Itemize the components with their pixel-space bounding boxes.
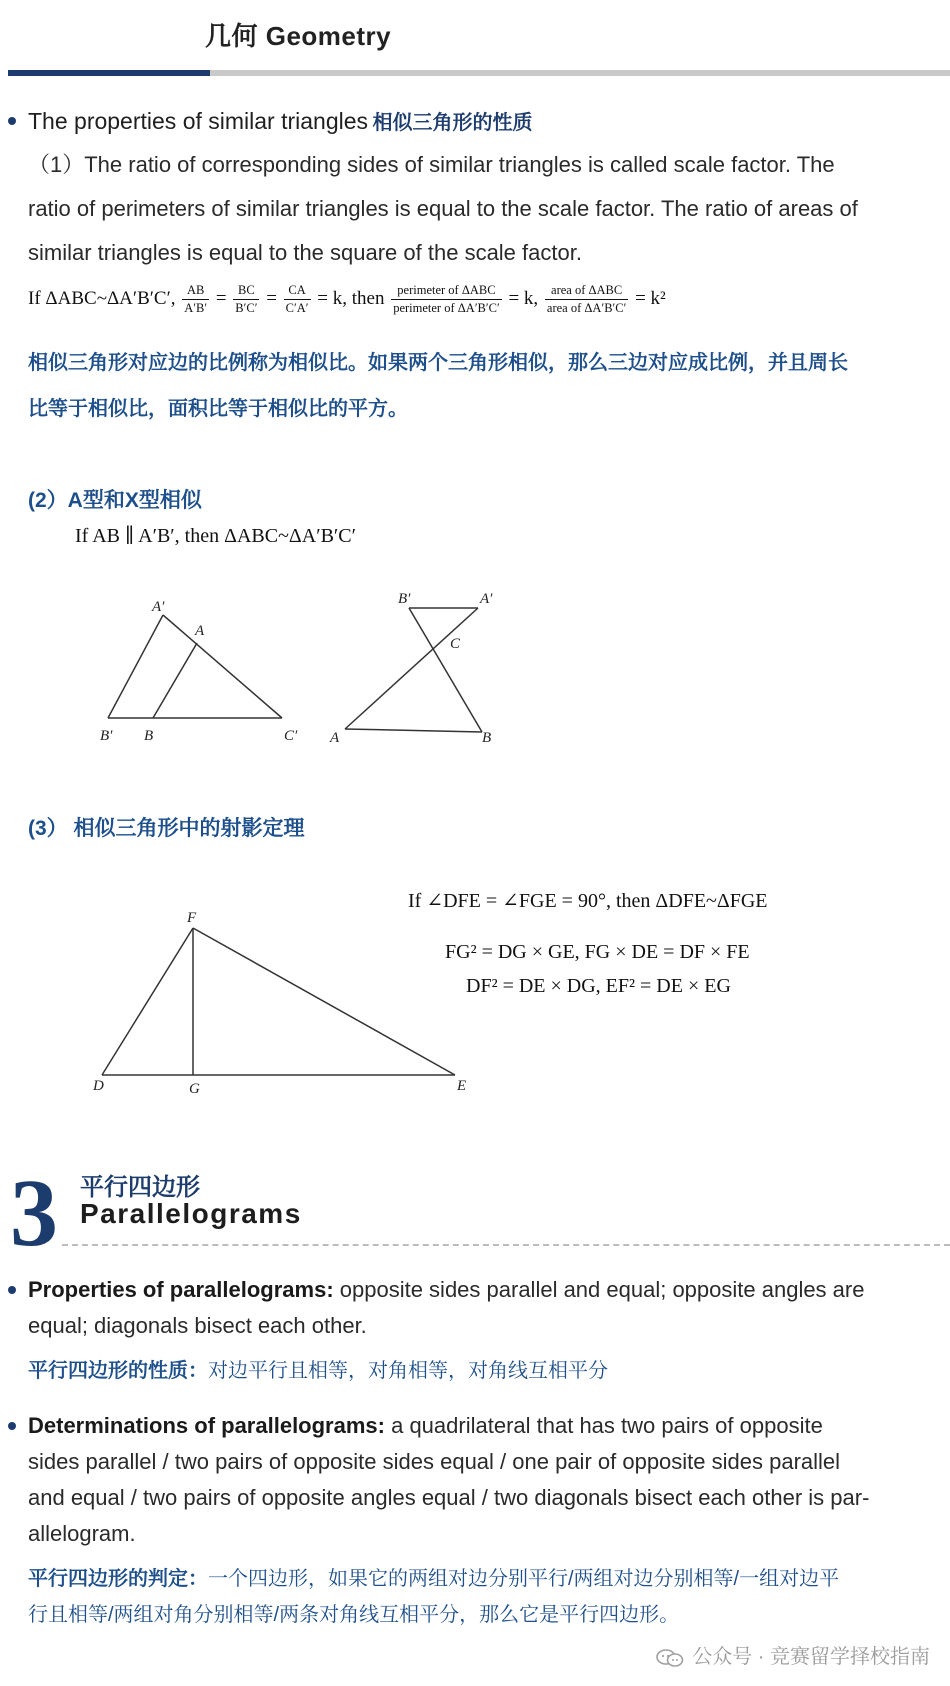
- watermark-text: 公众号 · 竞赛留学择校指南: [692, 1646, 930, 1668]
- paragraph-line: and equal / two pairs of opposite angles equal / two diagonals bisect each other is par-: [28, 1485, 870, 1510]
- label-g: G: [189, 1081, 200, 1097]
- ratio-formula: [28, 283, 666, 316]
- paragraph-line: （1）The ratio of corresponding sides of similar triangles is called scale factor. The: [28, 152, 835, 177]
- figure-right-triangle: [85, 900, 480, 1100]
- fig-x-side-a-b: [345, 729, 482, 732]
- properties-cn-text: 对边平行且相等，对角相等，对角线互相平分: [208, 1360, 608, 1382]
- section-divider: [62, 1244, 950, 1246]
- label-a: A: [195, 623, 205, 639]
- label-d: D: [93, 1078, 104, 1094]
- fig-x-side-b1-b: [409, 608, 482, 732]
- determinations-paragraph: [28, 1408, 933, 1552]
- properties-paragraph: [28, 1272, 933, 1344]
- similar-heading: [28, 106, 532, 135]
- properties-label: Properties of parallelograms:: [28, 1277, 334, 1302]
- projection-equation-2: DF² = DE × DG, EF² = DE × EG: [466, 975, 731, 997]
- fig3-side-d-f: [102, 928, 193, 1075]
- page-header-title: 几何 Geometry: [205, 21, 392, 51]
- label-x-a-prime: A′: [480, 591, 493, 607]
- determinations-cn-label: 平行四边形的判定：: [28, 1568, 208, 1590]
- watermark: [656, 1640, 930, 1669]
- fig-a-side-a1-c1: [163, 615, 282, 718]
- label-b: B: [144, 728, 154, 744]
- fig-a-side-a1-b1: [108, 615, 163, 718]
- paragraph-line: [28, 1408, 933, 1444]
- figure-x-type: [320, 585, 510, 755]
- properties-text: opposite sides parallel and equal; opposite angles are: [333, 1277, 865, 1302]
- determinations-cn-text: 一个四边形，如果它的两组对边分别平行/两组对边分别相等/一组对边平: [208, 1568, 840, 1590]
- formula-mid: = k, then: [317, 287, 385, 309]
- label-c-prime: C′: [284, 728, 298, 744]
- cn-line: [28, 1561, 933, 1597]
- label-x-b: B: [482, 730, 492, 746]
- paragraph-line: [28, 1272, 933, 1308]
- paragraph-line: ratio of perimeters of similar triangles is equal to the scale factor. The ratio of areas of: [28, 196, 858, 221]
- cn-note-line: 比等于相似比，面积比等于相似比的平方。: [28, 398, 408, 420]
- fig-a-side-a-b: [153, 643, 197, 718]
- fraction-area: $\frac{\text{area of ΔABC}}{\text{area of ΔA′B′C′}}$: [546, 283, 627, 315]
- cn-line: 行且相等/两组对角分别相等/两条对角线互相平分，那么它是平行四边形。: [28, 1604, 680, 1626]
- paragraph-line: equal; diagonals bisect each other.: [28, 1313, 367, 1338]
- label-b-prime: B′: [100, 728, 113, 744]
- label-x-a: A: [330, 730, 340, 746]
- properties-cn-label: 平行四边形的性质：: [28, 1360, 208, 1382]
- section-title-en: Parallelograms: [80, 1198, 302, 1229]
- paragraph-line: sides parallel / two pairs of opposite sides equal / one pair of opposite sides parallel: [28, 1449, 841, 1474]
- bullet-icon: [8, 1422, 16, 1430]
- paragraph-line: allelogram.: [28, 1521, 136, 1546]
- fraction-ca: $\frac{CA}{C'A'}$: [285, 283, 309, 315]
- similar-paragraph: [28, 143, 933, 275]
- subsection-projection-title: (3） 相似三角形中的射影定理: [28, 817, 305, 840]
- properties-cn: [28, 1353, 933, 1389]
- label-f: F: [187, 910, 197, 926]
- bullet-icon: [8, 1286, 16, 1294]
- paragraph-line: similar triangles is equal to the square of the scale factor.: [28, 240, 582, 265]
- determinations-text: a quadrilateral that has two pairs of opposite: [384, 1413, 823, 1438]
- wechat-icon: [656, 1648, 684, 1668]
- fig3-side-f-e: [193, 928, 455, 1075]
- similar-cn-note: [28, 340, 933, 432]
- label-a-prime: A′: [152, 599, 165, 615]
- fig-x-side-a1-a: [345, 608, 478, 729]
- similar-heading-en: The properties of similar triangles: [28, 108, 369, 134]
- section-title-cn: 平行四边形: [80, 1174, 200, 1201]
- determinations-label: Determinations of parallelograms:: [28, 1413, 385, 1438]
- header-rule-accent: [8, 70, 210, 76]
- figure-a-type: [90, 585, 320, 755]
- determinations-cn: [28, 1561, 933, 1633]
- similar-heading-cn: 相似三角形的性质: [372, 112, 533, 134]
- label-x-b-prime: B′: [398, 591, 411, 607]
- label-e: E: [457, 1078, 467, 1094]
- projection-equation-1: FG² = DG × GE, FG × DE = DF × FE: [445, 941, 750, 963]
- projection-condition: If ∠DFE = ∠FGE = 90°, then ΔDFE~ΔFGE: [408, 890, 768, 912]
- fraction-bc: $\frac{BC}{B'C'}$: [235, 283, 258, 315]
- formula-suffix: = k²: [635, 287, 666, 309]
- subsection-a-x-formula: If AB ∥ A′B′, then ΔABC~ΔA′B′C′: [75, 525, 357, 547]
- formula-prefix: If ΔABC~ΔA′B′C′,: [28, 287, 176, 309]
- bullet-icon: [8, 117, 16, 125]
- fraction-perimeter: $\frac{\text{perimeter of ΔABC}}{\text{perimeter of ΔA′B′C′}}$: [393, 283, 500, 315]
- cn-note-line: 相似三角形对应边的比例称为相似比。如果两个三角形相似，那么三边对应成比例，并且周长: [28, 352, 848, 374]
- label-x-c: C: [450, 636, 461, 652]
- equals-sign: =: [215, 287, 227, 309]
- formula-mid2: = k,: [508, 287, 539, 309]
- subsection-a-x-title: (2）A型和X型相似: [28, 489, 202, 512]
- fraction-ab: $\frac{AB}{A'B'}$: [184, 283, 208, 315]
- section-number: 3: [10, 1159, 58, 1266]
- equals-sign: =: [266, 287, 277, 309]
- header-rule: [210, 70, 950, 76]
